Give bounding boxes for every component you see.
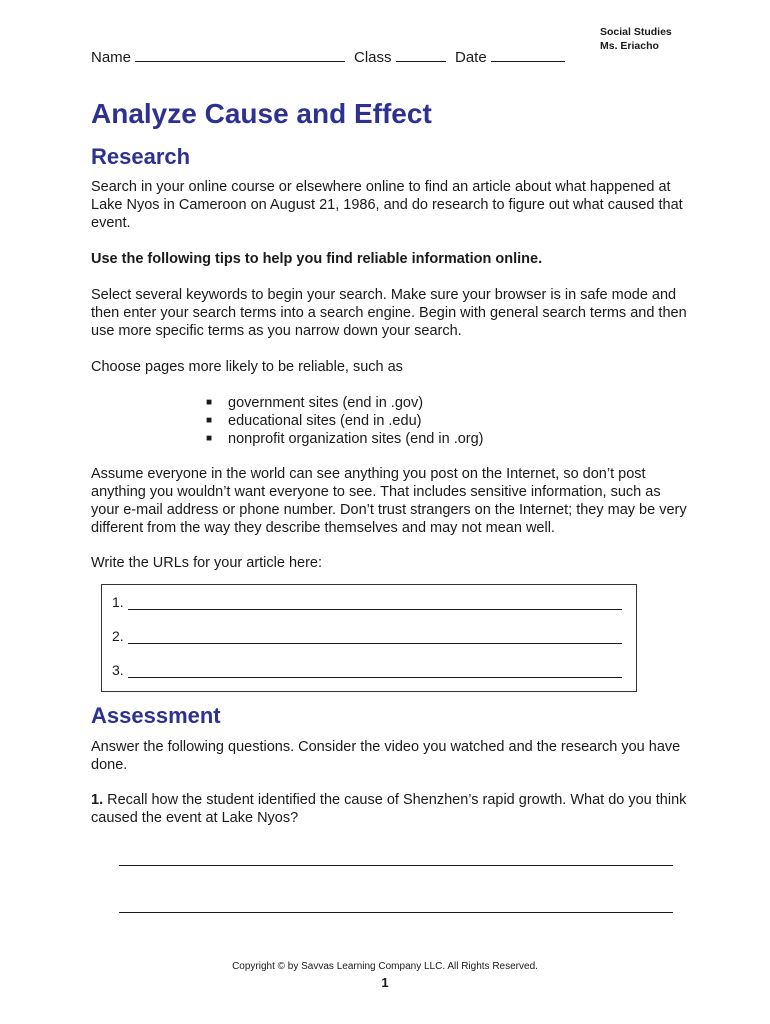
subject-label: Social Studies (600, 26, 672, 38)
url-row-3: 3. (112, 661, 622, 678)
choose-pages: Choose pages more likely to be reliable, such as (91, 359, 403, 375)
answer-line-1[interactable] (119, 865, 673, 866)
square-bullet-icon: ■ (206, 397, 213, 408)
assessment-heading: Assessment (91, 703, 221, 728)
urls-prompt: Write the URLs for your article here: (91, 555, 323, 571)
question-number: 1. (91, 792, 104, 808)
square-bullet-icon: ■ (206, 433, 213, 444)
answer-line-2[interactable] (119, 912, 673, 913)
list-item: ■ government sites (end in .gov) (206, 395, 424, 411)
question-1 (91, 791, 691, 827)
list-item: ■ nonprofit organization sites (end in .org) (206, 431, 484, 447)
url-line-1[interactable] (128, 593, 622, 610)
url-entry-box (101, 584, 637, 692)
date-label: Date (455, 49, 487, 66)
url-row-2: 2. (112, 627, 622, 644)
assessment-intro: Answer the following questions. Consider the video you watched and the research you have done. (91, 739, 681, 773)
tips-heading: Use the following tips to help you find reliable information online. (91, 251, 543, 267)
copyright-notice: Copyright © by Savvas Learning Company LLC. All Rights Reserved. (232, 961, 538, 972)
internet-safety: Assume everyone in the world can see anything you post on the Internet, so don’t post anything you wouldn’t want everyone to see. That includes sensitive information, such as your e-mail address or phone number. Don’t trust strangers on the Internet; they may be very different from the way they describe themselves and may not mean well. (91, 466, 687, 536)
tip-keywords: Select several keywords to begin your search. Make sure your browser is in safe mode and then enter your search terms into a search engine. Begin with general search terms and then use more specific terms as you narrow down your search. (91, 287, 687, 339)
url-line-2[interactable] (128, 627, 622, 644)
name-field (91, 47, 345, 66)
date-field (455, 47, 565, 66)
subject-teacher-note (600, 25, 672, 53)
research-heading: Research (91, 144, 191, 169)
class-blank[interactable] (396, 47, 446, 62)
list-item: ■ educational sites (end in .edu) (206, 413, 422, 429)
research-intro: Search in your online course or elsewhere online to find an article about what happened at Lake Nyos in Cameroon on August 21, 1986, and do research to figure out what caused that event. (91, 179, 683, 231)
question-text: Recall how the student identified the cause of Shenzhen’s rapid growth. What do you think caused the event at Lake Nyos? (91, 792, 687, 826)
url-line-3[interactable] (128, 661, 622, 678)
page-title: Analyze Cause and Effect (91, 98, 432, 129)
date-blank[interactable] (491, 47, 565, 62)
teacher-label: Ms. Eriacho (600, 40, 659, 52)
url-row-1: 1. (112, 593, 622, 610)
page-number: 1 (381, 975, 389, 990)
name-blank[interactable] (135, 47, 345, 62)
reliable-sites-list (206, 394, 484, 448)
class-field (354, 47, 446, 66)
class-label: Class (354, 49, 392, 66)
square-bullet-icon: ■ (206, 415, 213, 426)
name-label: Name (91, 49, 132, 66)
